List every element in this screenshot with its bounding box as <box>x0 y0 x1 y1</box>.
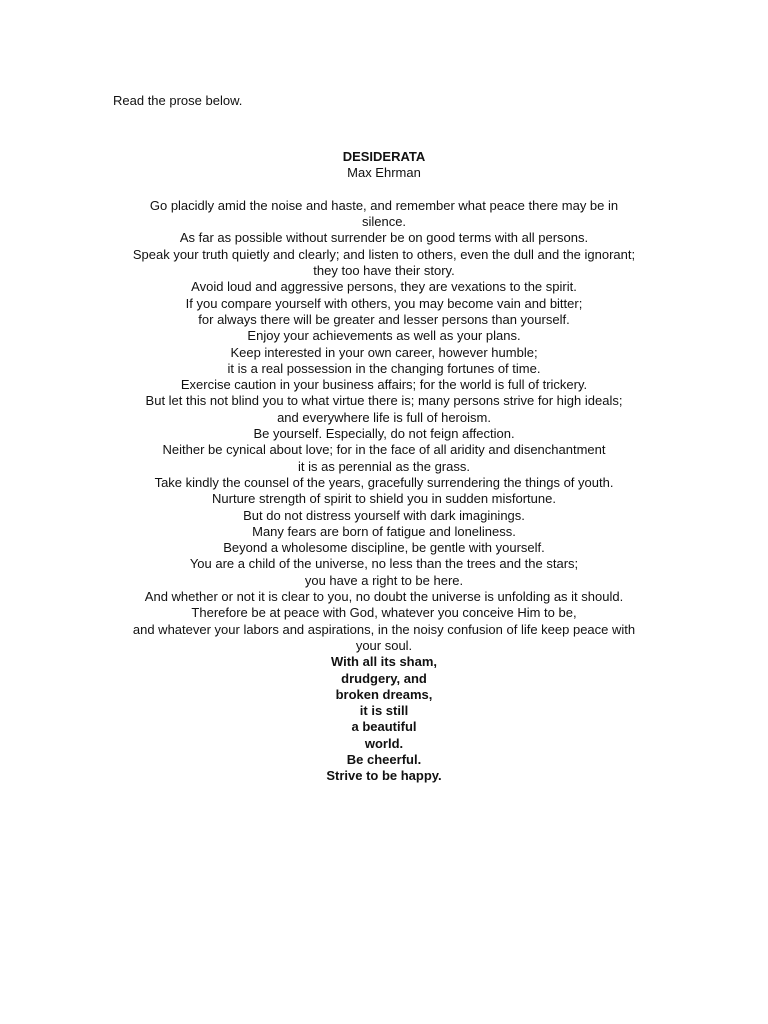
poem-line: silence. <box>361 214 407 230</box>
poem <box>100 149 668 785</box>
poem-title: DESIDERATA <box>342 149 426 164</box>
poem-closing <box>100 654 668 784</box>
poem-line: you have a right to be here. <box>304 572 464 588</box>
poem-author: Max Ehrman <box>347 165 421 181</box>
poem-line: Take kindly the counsel of the years, gracefully surrendering the things of youth. <box>154 474 614 490</box>
poem-line: Speak your truth quietly and clearly; and listen to others, even the dull and the ignorant; <box>132 246 636 262</box>
poem-line: and whatever your labors and aspirations, in the noisy confusion of life keep peace with <box>132 621 636 637</box>
intro-text: Read the prose below. <box>113 93 243 108</box>
poem-line: Keep interested in your own career, however humble; <box>230 344 538 360</box>
poem-line: world. <box>364 735 404 751</box>
poem-line: With all its sham, <box>330 654 438 670</box>
poem-line: Be cheerful. <box>346 751 422 767</box>
poem-line: Be yourself. Especially, do not feign affection. <box>253 426 515 442</box>
poem-line: Many fears are born of fatigue and loneliness. <box>252 523 516 539</box>
poem-line: it is still <box>359 703 409 719</box>
spacer <box>100 182 668 198</box>
poem-line: it is a real possession in the changing fortunes of time. <box>227 360 541 376</box>
poem-line: Nurture strength of spirit to shield you in sudden misfortune. <box>212 491 556 507</box>
poem-line: your soul. <box>355 637 413 653</box>
poem-line: Strive to be happy. <box>326 768 442 784</box>
poem-line: and everywhere life is full of heroism. <box>277 409 491 425</box>
poem-line: And whether or not it is clear to you, no doubt the universe is unfolding as it should. <box>144 589 624 605</box>
poem-line: As far as possible without surrender be on good terms with all persons. <box>179 230 589 246</box>
poem-line: drudgery, and <box>341 670 427 686</box>
poem-line: Go placidly amid the noise and haste, and remember what peace there may be in <box>149 197 619 213</box>
poem-body <box>100 198 668 654</box>
poem-line: Beyond a wholesome discipline, be gentle with yourself. <box>223 540 545 556</box>
poem-line: Therefore be at peace with God, whatever you conceive Him to be, <box>191 605 577 621</box>
poem-line: broken dreams, <box>335 686 433 702</box>
poem-line: Neither be cynical about love; for in the face of all aridity and disenchantment <box>162 442 606 458</box>
poem-line: a beautiful <box>351 719 417 735</box>
poem-line: If you compare yourself with others, you may become vain and bitter; <box>185 295 583 311</box>
poem-line: Exercise caution in your business affairs; for the world is full of trickery. <box>180 377 588 393</box>
poem-line: Avoid loud and aggressive persons, they are vexations to the spirit. <box>191 279 577 295</box>
poem-line: But do not distress yourself with dark imaginings. <box>243 507 525 523</box>
poem-line: it is as perennial as the grass. <box>298 458 470 474</box>
poem-line: they too have their story. <box>313 263 455 279</box>
poem-line: But let this not blind you to what virtue there is; many persons strive for high ideals; <box>145 393 623 409</box>
poem-line: Enjoy your achievements as well as your plans. <box>247 328 521 344</box>
poem-line: You are a child of the universe, no less than the trees and the stars; <box>189 556 579 572</box>
poem-line: for always there will be greater and lesser persons than yourself. <box>198 311 570 327</box>
